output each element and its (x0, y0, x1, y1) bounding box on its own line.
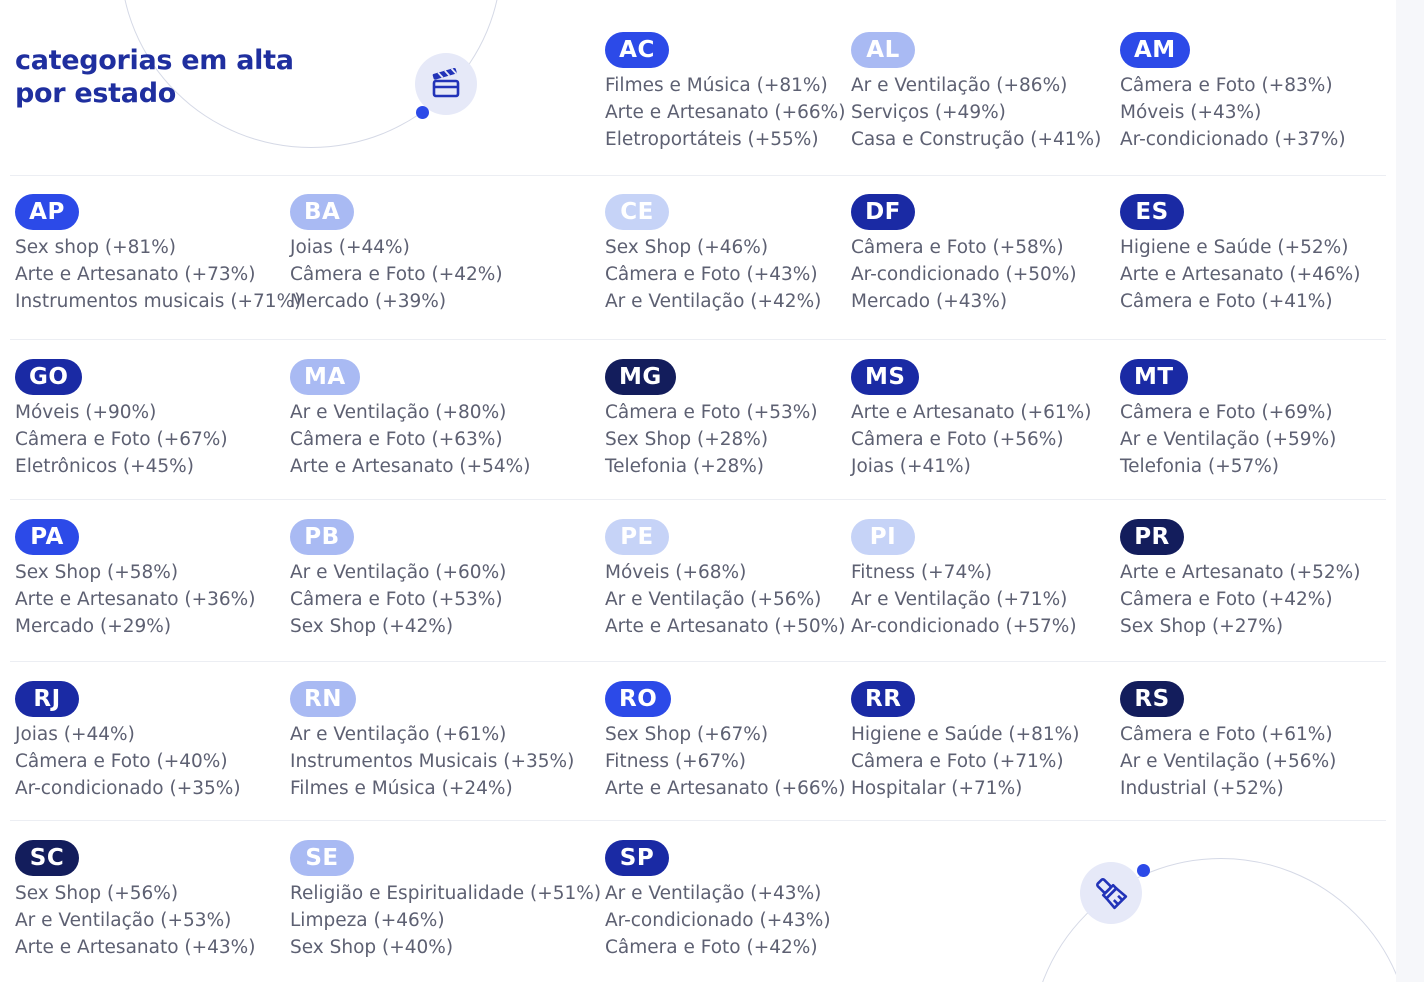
category-item: Religião e Espiritualidade (+51%) (290, 883, 602, 904)
row-divider (10, 820, 1386, 821)
category-list (1120, 72, 1346, 153)
category-item: Ar e Ventilação (+59%) (1120, 429, 1337, 450)
state-badge: MG (605, 359, 676, 395)
state-card-mg (605, 359, 818, 480)
state-card-al (851, 32, 1101, 153)
category-item: Câmera e Foto (+43%) (605, 264, 818, 285)
state-card-rn (290, 681, 574, 802)
category-item: Arte e Artesanato (+54%) (290, 456, 531, 477)
category-item: Ar-condicionado (+57%) (851, 616, 1077, 637)
category-item: Câmera e Foto (+67%) (15, 429, 228, 450)
category-item: Instrumentos Musicais (+35%) (290, 751, 575, 772)
category-item: Limpeza (+46%) (290, 910, 445, 931)
category-list (605, 721, 845, 802)
category-item: Sex Shop (+46%) (605, 237, 769, 258)
category-item: Sex shop (+81%) (15, 237, 176, 258)
category-list (15, 559, 255, 640)
category-item: Ar e Ventilação (+56%) (605, 589, 822, 610)
category-list (851, 559, 1077, 640)
state-card-mt (1120, 359, 1336, 480)
category-list (290, 399, 530, 480)
category-item: Filmes e Música (+24%) (290, 778, 513, 799)
category-item: Sex Shop (+28%) (605, 429, 769, 450)
state-badge: BA (290, 194, 354, 230)
state-card-go (15, 359, 228, 480)
category-item: Ar-condicionado (+35%) (15, 778, 241, 799)
decorative-dot-bottom (1137, 864, 1150, 877)
row-divider (10, 499, 1386, 500)
state-card-rs (1120, 681, 1336, 802)
state-badge: AM (1120, 32, 1190, 68)
category-list (1120, 559, 1360, 640)
category-item: Ar e Ventilação (+80%) (290, 402, 507, 423)
state-card-ma (290, 359, 530, 480)
category-list (15, 721, 241, 802)
category-list (1120, 234, 1360, 315)
category-item: Eletrônicos (+45%) (15, 456, 194, 477)
category-item: Móveis (+68%) (605, 562, 747, 583)
category-item: Câmera e Foto (+40%) (15, 751, 228, 772)
category-list (15, 234, 301, 315)
category-item: Serviços (+49%) (851, 102, 1006, 123)
category-item: Arte e Artesanato (+50%) (605, 616, 846, 637)
row-divider (10, 175, 1386, 176)
category-item: Higiene e Saúde (+81%) (851, 724, 1080, 745)
category-item: Ar-condicionado (+43%) (605, 910, 831, 931)
category-item: Casa e Construção (+41%) (851, 129, 1102, 150)
state-badge: PI (851, 519, 915, 555)
state-card-ap (15, 194, 301, 315)
state-badge: RO (605, 681, 671, 717)
category-list (605, 880, 831, 961)
category-item: Instrumentos musicais (+71%) (15, 291, 302, 312)
category-list (605, 399, 818, 480)
category-item: Joias (+44%) (15, 724, 135, 745)
category-list (1120, 721, 1336, 802)
category-list (290, 234, 503, 315)
category-item: Arte e Artesanato (+36%) (15, 589, 256, 610)
state-card-rj (15, 681, 241, 802)
category-item: Sex Shop (+58%) (15, 562, 179, 583)
category-item: Hospitalar (+71%) (851, 778, 1023, 799)
category-item: Arte e Artesanato (+52%) (1120, 562, 1361, 583)
category-item: Câmera e Foto (+71%) (851, 751, 1064, 772)
state-card-es (1120, 194, 1360, 315)
category-item: Sex Shop (+56%) (15, 883, 179, 904)
state-card-se (290, 840, 601, 961)
state-card-ac (605, 32, 845, 153)
category-item: Ar e Ventilação (+86%) (851, 75, 1068, 96)
category-list (290, 559, 506, 640)
category-item: Câmera e Foto (+42%) (605, 937, 818, 958)
category-item: Ar e Ventilação (+61%) (290, 724, 507, 745)
category-item: Ar e Ventilação (+71%) (851, 589, 1068, 610)
state-card-pa (15, 519, 255, 640)
category-item: Arte e Artesanato (+66%) (605, 778, 846, 799)
category-item: Móveis (+90%) (15, 402, 157, 423)
category-list (15, 399, 228, 480)
category-list (851, 72, 1101, 153)
category-item: Câmera e Foto (+58%) (851, 237, 1064, 258)
state-badge: SE (290, 840, 354, 876)
state-badge: MT (1120, 359, 1188, 395)
state-card-rr (851, 681, 1079, 802)
category-item: Ar-condicionado (+37%) (1120, 129, 1346, 150)
category-item: Ar e Ventilação (+60%) (290, 562, 507, 583)
category-item: Ar e Ventilação (+53%) (15, 910, 232, 931)
category-item: Ar e Ventilação (+43%) (605, 883, 822, 904)
title-line-2: por estado (15, 78, 176, 109)
category-item: Filmes e Música (+81%) (605, 75, 828, 96)
state-badge: RR (851, 681, 915, 717)
category-item: Câmera e Foto (+41%) (1120, 291, 1333, 312)
category-item: Eletroportáteis (+55%) (605, 129, 819, 150)
state-card-pe (605, 519, 845, 640)
right-edge-strip (1396, 0, 1424, 982)
state-badge: AP (15, 194, 79, 230)
category-item: Câmera e Foto (+61%) (1120, 724, 1333, 745)
state-badge: SC (15, 840, 79, 876)
category-list (605, 72, 845, 153)
category-item: Sex Shop (+42%) (290, 616, 454, 637)
category-list (15, 880, 255, 961)
category-list (290, 880, 601, 961)
state-card-ba (290, 194, 503, 315)
category-item: Fitness (+74%) (851, 562, 993, 583)
category-item: Câmera e Foto (+53%) (290, 589, 503, 610)
category-item: Mercado (+39%) (290, 291, 447, 312)
state-card-sp (605, 840, 831, 961)
state-badge: PE (605, 519, 669, 555)
paintbrush-icon (1080, 862, 1142, 924)
category-item: Arte e Artesanato (+73%) (15, 264, 256, 285)
state-card-pr (1120, 519, 1360, 640)
state-badge: PR (1120, 519, 1184, 555)
category-item: Ar e Ventilação (+42%) (605, 291, 822, 312)
category-list (605, 559, 845, 640)
state-badge: RS (1120, 681, 1184, 717)
category-item: Mercado (+43%) (851, 291, 1008, 312)
category-item: Arte e Artesanato (+46%) (1120, 264, 1361, 285)
state-badge: RJ (15, 681, 79, 717)
state-card-sc (15, 840, 255, 961)
state-badge: RN (290, 681, 356, 717)
category-list (290, 721, 574, 802)
state-badge: ES (1120, 194, 1184, 230)
state-badge: AL (851, 32, 915, 68)
state-badge: DF (851, 194, 915, 230)
category-item: Móveis (+43%) (1120, 102, 1262, 123)
category-item: Telefonia (+28%) (605, 456, 765, 477)
state-card-pb (290, 519, 506, 640)
category-item: Joias (+41%) (851, 456, 971, 477)
state-badge: CE (605, 194, 669, 230)
category-item: Ar e Ventilação (+56%) (1120, 751, 1337, 772)
category-list (605, 234, 821, 315)
state-card-df (851, 194, 1077, 315)
state-badge: SP (605, 840, 669, 876)
category-item: Arte e Artesanato (+61%) (851, 402, 1092, 423)
category-item: Câmera e Foto (+42%) (1120, 589, 1333, 610)
state-badge: AC (605, 32, 669, 68)
category-item: Sex Shop (+67%) (605, 724, 769, 745)
row-divider (10, 339, 1386, 340)
category-item: Arte e Artesanato (+66%) (605, 102, 846, 123)
state-badge: GO (15, 359, 82, 395)
decorative-dot-top (416, 106, 429, 119)
category-item: Câmera e Foto (+63%) (290, 429, 503, 450)
category-item: Arte e Artesanato (+43%) (15, 937, 256, 958)
category-item: Fitness (+67%) (605, 751, 747, 772)
state-card-pi (851, 519, 1077, 640)
category-item: Ar-condicionado (+50%) (851, 264, 1077, 285)
state-badge: PA (15, 519, 79, 555)
state-card-am (1120, 32, 1346, 153)
category-item: Câmera e Foto (+42%) (290, 264, 503, 285)
category-list (1120, 399, 1336, 480)
state-card-ce (605, 194, 821, 315)
state-badge: PB (290, 519, 354, 555)
category-item: Higiene e Saúde (+52%) (1120, 237, 1349, 258)
category-list (851, 721, 1079, 802)
state-card-ro (605, 681, 845, 802)
category-item: Joias (+44%) (290, 237, 410, 258)
category-item: Câmera e Foto (+83%) (1120, 75, 1333, 96)
state-badge: MA (290, 359, 360, 395)
category-item: Câmera e Foto (+69%) (1120, 402, 1333, 423)
category-list (851, 399, 1091, 480)
category-item: Câmera e Foto (+53%) (605, 402, 818, 423)
category-item: Sex Shop (+27%) (1120, 616, 1284, 637)
state-badge: MS (851, 359, 919, 395)
category-item: Câmera e Foto (+56%) (851, 429, 1064, 450)
page-title (15, 44, 294, 110)
category-item: Mercado (+29%) (15, 616, 172, 637)
category-item: Telefonia (+57%) (1120, 456, 1280, 477)
row-divider (10, 661, 1386, 662)
state-card-ms (851, 359, 1091, 480)
category-item: Industrial (+52%) (1120, 778, 1284, 799)
title-line-1: categorias em alta (15, 45, 294, 76)
category-item: Sex Shop (+40%) (290, 937, 454, 958)
category-list (851, 234, 1077, 315)
